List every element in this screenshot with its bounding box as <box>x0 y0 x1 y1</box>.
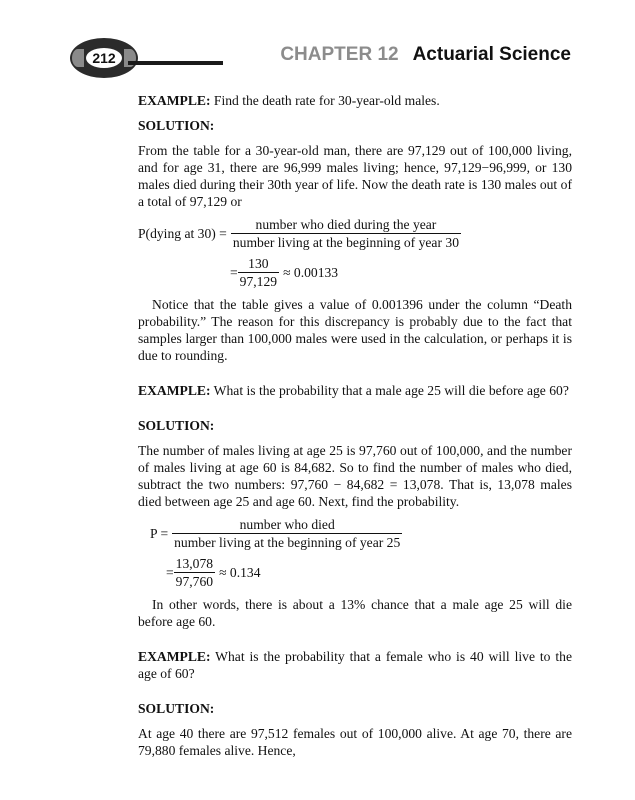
example2-solution-label: SOLUTION: <box>138 418 215 433</box>
fraction-denominator: 97,760 <box>175 574 214 589</box>
fraction-denominator: number living at the beginning of year 30 <box>232 235 459 250</box>
example-label: EXAMPLE: <box>138 93 211 108</box>
example3-question <box>138 648 572 682</box>
equation-lhs: P(dying at 30) = <box>138 226 227 241</box>
page-number: 212 <box>84 46 124 70</box>
example-label: EXAMPLE: <box>138 383 211 398</box>
header-rule <box>128 61 223 65</box>
example3-solution-label: SOLUTION: <box>138 701 215 716</box>
page-header <box>0 0 635 90</box>
example2-question <box>138 382 572 399</box>
example1-solution-label: SOLUTION: <box>138 118 215 133</box>
example-label: EXAMPLE: <box>138 649 211 664</box>
example1-equation <box>138 216 572 251</box>
example3-paragraph: At age 40 there are 97,512 females out of 100,000 alive. At age 70, there are 79,880 females alive. Hence, <box>138 726 572 758</box>
chapter-heading <box>280 44 571 66</box>
example1-equation-result <box>138 255 572 290</box>
fraction-denominator: number living at the beginning of year 25 <box>174 535 401 550</box>
example2-note: In other words, there is about a 13% chance that a male age 25 will die before age 60. <box>138 597 572 629</box>
chapter-label: CHAPTER 12 <box>280 44 399 65</box>
fraction-numerator: number who died during the year <box>255 217 437 232</box>
approximate-result: ≈ 0.00133 <box>283 265 339 280</box>
page-body <box>138 92 572 759</box>
example1-paragraph: From the table for a 30-year-old man, there are 97,129 out of 100,000 living, and for age 31, there are 96,999 males living; hence, 97,129−96,999, or 130 males died during their 30th year of life. Now the death rate is 130 males out of a total of 97,129 or <box>138 143 572 209</box>
result-fraction <box>174 555 215 590</box>
fraction-numerator: 130 <box>248 256 269 271</box>
badge-shade-left <box>72 49 84 67</box>
equation-fraction <box>231 216 461 251</box>
page-number-badge <box>70 38 138 78</box>
fraction-numerator: number who died <box>239 517 335 532</box>
fraction-denominator: 97,129 <box>239 274 278 289</box>
example-question-text: What is the probability that a male age 25 will die before age 60? <box>213 383 569 398</box>
equation-fraction <box>172 516 402 551</box>
result-fraction <box>238 255 279 290</box>
fraction-numerator: 13,078 <box>175 556 214 571</box>
example-question-text: Find the death rate for 30-year-old males. <box>213 93 440 108</box>
chapter-title: Actuarial Science <box>412 44 571 65</box>
equals-sign: = <box>166 565 174 580</box>
equals-sign: = <box>230 265 238 280</box>
equation-lhs: P = <box>150 526 169 541</box>
example2-equation-result <box>138 555 572 590</box>
example2-equation <box>138 516 572 551</box>
example2-paragraph: The number of males living at age 25 is 97,760 out of 100,000, and the number of males living at age 60 is 84,682. So to find the number of males who died, subtract the two numbers: 97,760 − 84,682 = 13,078. That is, 13,078 males died between age 25 and age 60. Next, find the probability. <box>138 443 572 509</box>
example1-question <box>138 92 572 109</box>
example1-note: Notice that the table gives a value of 0.001396 under the column “Death probability.” The reason for this discrepancy is probably due to the fact that samples larger than 100,000 males were used in the calculation, or perhaps it is due to rounding. <box>138 297 572 363</box>
approximate-result: ≈ 0.134 <box>219 565 261 580</box>
example-question-text: What is the probability that a female who is 40 will live to the age of 60? <box>138 649 572 681</box>
